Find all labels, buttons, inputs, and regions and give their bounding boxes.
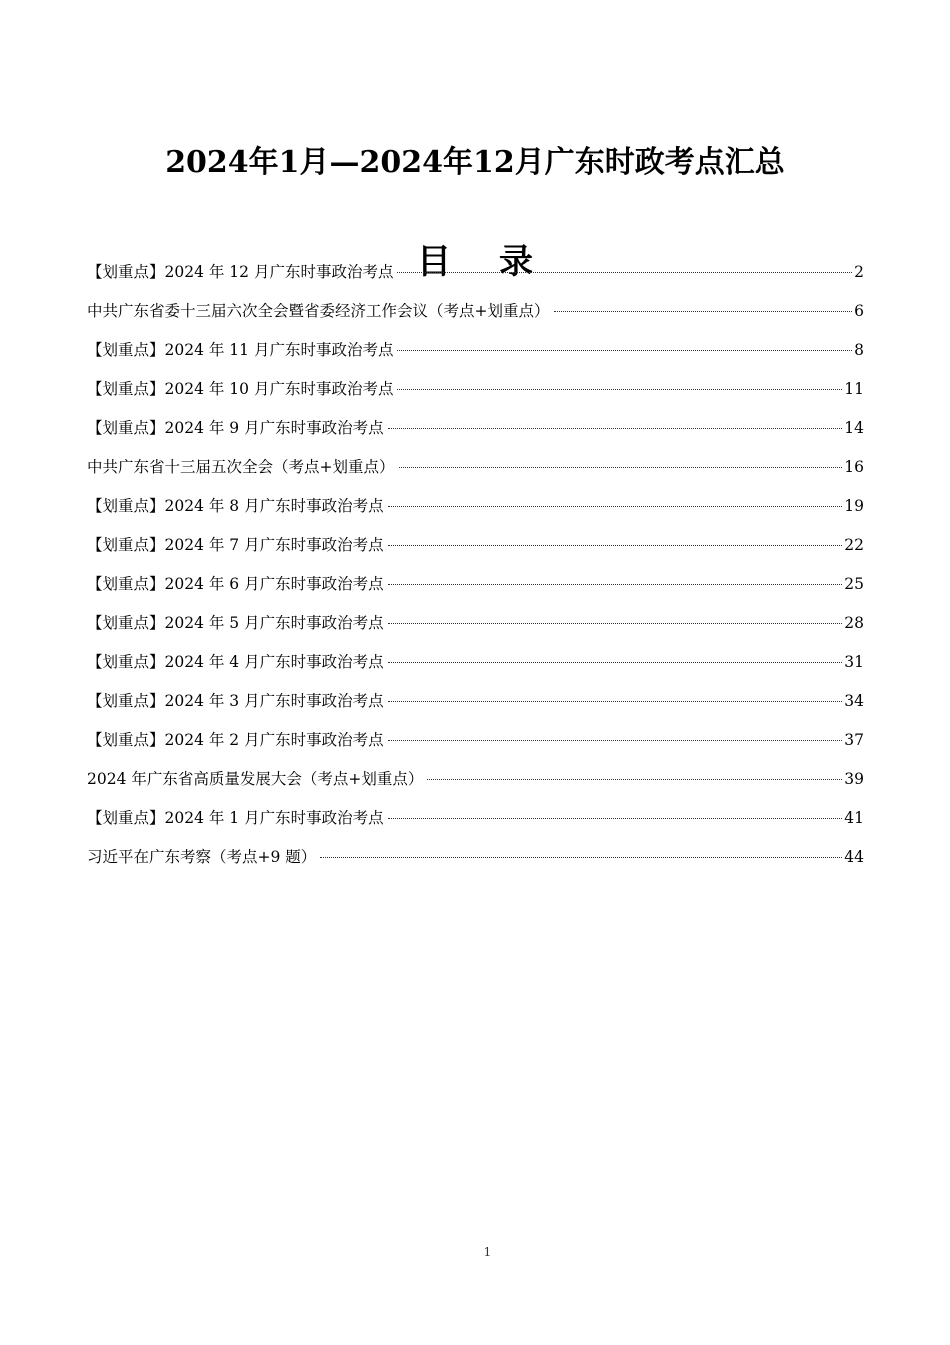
toc-entry-title[interactable]: 【划重点】2024 年 10 月广东时事政治考点 — [87, 380, 394, 398]
toc-entry-page: 19 — [844, 497, 864, 515]
toc-entry[interactable] — [87, 492, 864, 531]
toc-entry-page: 25 — [844, 575, 864, 593]
toc-entry-title[interactable]: 【划重点】2024 年 1 月广东时事政治考点 — [87, 809, 384, 827]
toc-dot-leader — [388, 584, 843, 585]
toc-entry-page: 8 — [854, 341, 864, 359]
toc-entry-page: 14 — [844, 419, 864, 437]
toc-dot-leader — [388, 506, 843, 507]
toc-entry-page: 28 — [844, 614, 864, 632]
toc-dot-leader — [397, 350, 852, 351]
toc-dot-leader — [388, 818, 843, 819]
toc-dot-leader — [427, 779, 842, 780]
toc-entry-page: 37 — [844, 731, 864, 749]
toc-entry[interactable] — [87, 765, 864, 804]
toc-entry-title[interactable]: 习近平在广东考察（考点+9 题） — [87, 848, 317, 866]
document-title: 2024年1月—2024年12月广东时政考点汇总 — [165, 145, 785, 181]
toc-entry[interactable] — [87, 531, 864, 570]
toc-entry-title[interactable]: 【划重点】2024 年 2 月广东时事政治考点 — [87, 731, 384, 749]
toc-entry[interactable] — [87, 687, 864, 726]
toc-entry-page: 11 — [844, 380, 864, 398]
toc-entry-title[interactable]: 【划重点】2024 年 5 月广东时事政治考点 — [87, 614, 384, 632]
toc-entry-title[interactable]: 中共广东省委十三届六次全会暨省委经济工作会议（考点+划重点） — [87, 302, 550, 320]
toc-entry-page: 39 — [844, 770, 864, 788]
toc-entry-title[interactable]: 【划重点】2024 年 11 月广东时事政治考点 — [87, 341, 394, 359]
toc-entry[interactable] — [87, 336, 864, 375]
toc-entry[interactable] — [87, 804, 864, 843]
toc-entry-title[interactable]: 【划重点】2024 年 4 月广东时事政治考点 — [87, 653, 384, 671]
toc-entry-page: 41 — [844, 809, 864, 827]
toc-entry-title[interactable]: 【划重点】2024 年 3 月广东时事政治考点 — [87, 692, 384, 710]
toc-entry-title[interactable]: 【划重点】2024 年 9 月广东时事政治考点 — [87, 419, 384, 437]
toc-entry-title[interactable]: 【划重点】2024 年 8 月广东时事政治考点 — [87, 497, 384, 515]
toc-dot-leader — [388, 428, 843, 429]
toc-entry[interactable] — [87, 297, 864, 336]
toc-entry-title[interactable]: 【划重点】2024 年 7 月广东时事政治考点 — [87, 536, 384, 554]
toc-dot-leader — [388, 662, 843, 663]
toc-entry-page: 22 — [844, 536, 864, 554]
toc-dot-leader — [554, 311, 853, 312]
page-number: 1 — [483, 1245, 492, 1259]
toc-entry[interactable] — [87, 453, 864, 492]
toc-entry-page: 44 — [844, 848, 864, 866]
toc-dot-leader — [388, 623, 843, 624]
toc-dot-leader — [399, 467, 843, 468]
toc-dot-leader — [388, 701, 843, 702]
toc-dot-leader — [397, 272, 852, 273]
toc-entry[interactable] — [87, 570, 864, 609]
toc-entry-page: 31 — [844, 653, 864, 671]
toc-entry-title[interactable]: 【划重点】2024 年 12 月广东时事政治考点 — [87, 263, 394, 281]
toc-entry-page: 2 — [854, 263, 864, 281]
toc-dot-leader — [388, 545, 843, 546]
toc-entry-page: 6 — [854, 302, 864, 320]
table-of-contents — [87, 258, 864, 882]
toc-entry[interactable] — [87, 375, 864, 414]
toc-entry-page: 34 — [844, 692, 864, 710]
toc-heading: 目录 — [417, 242, 581, 283]
toc-entry[interactable] — [87, 648, 864, 687]
toc-entry[interactable] — [87, 414, 864, 453]
toc-dot-leader — [320, 857, 842, 858]
toc-entry-title[interactable]: 【划重点】2024 年 6 月广东时事政治考点 — [87, 575, 384, 593]
toc-entry[interactable] — [87, 726, 864, 765]
toc-dot-leader — [397, 389, 842, 390]
toc-dot-leader — [388, 740, 843, 741]
toc-entry[interactable] — [87, 258, 864, 297]
toc-entry[interactable] — [87, 843, 864, 882]
toc-entry-page: 16 — [844, 458, 864, 476]
toc-entry[interactable] — [87, 609, 864, 648]
toc-entry-title[interactable]: 中共广东省十三届五次全会（考点+划重点） — [87, 458, 395, 476]
toc-entry-title[interactable]: 2024 年广东省高质量发展大会（考点+划重点） — [87, 770, 424, 788]
